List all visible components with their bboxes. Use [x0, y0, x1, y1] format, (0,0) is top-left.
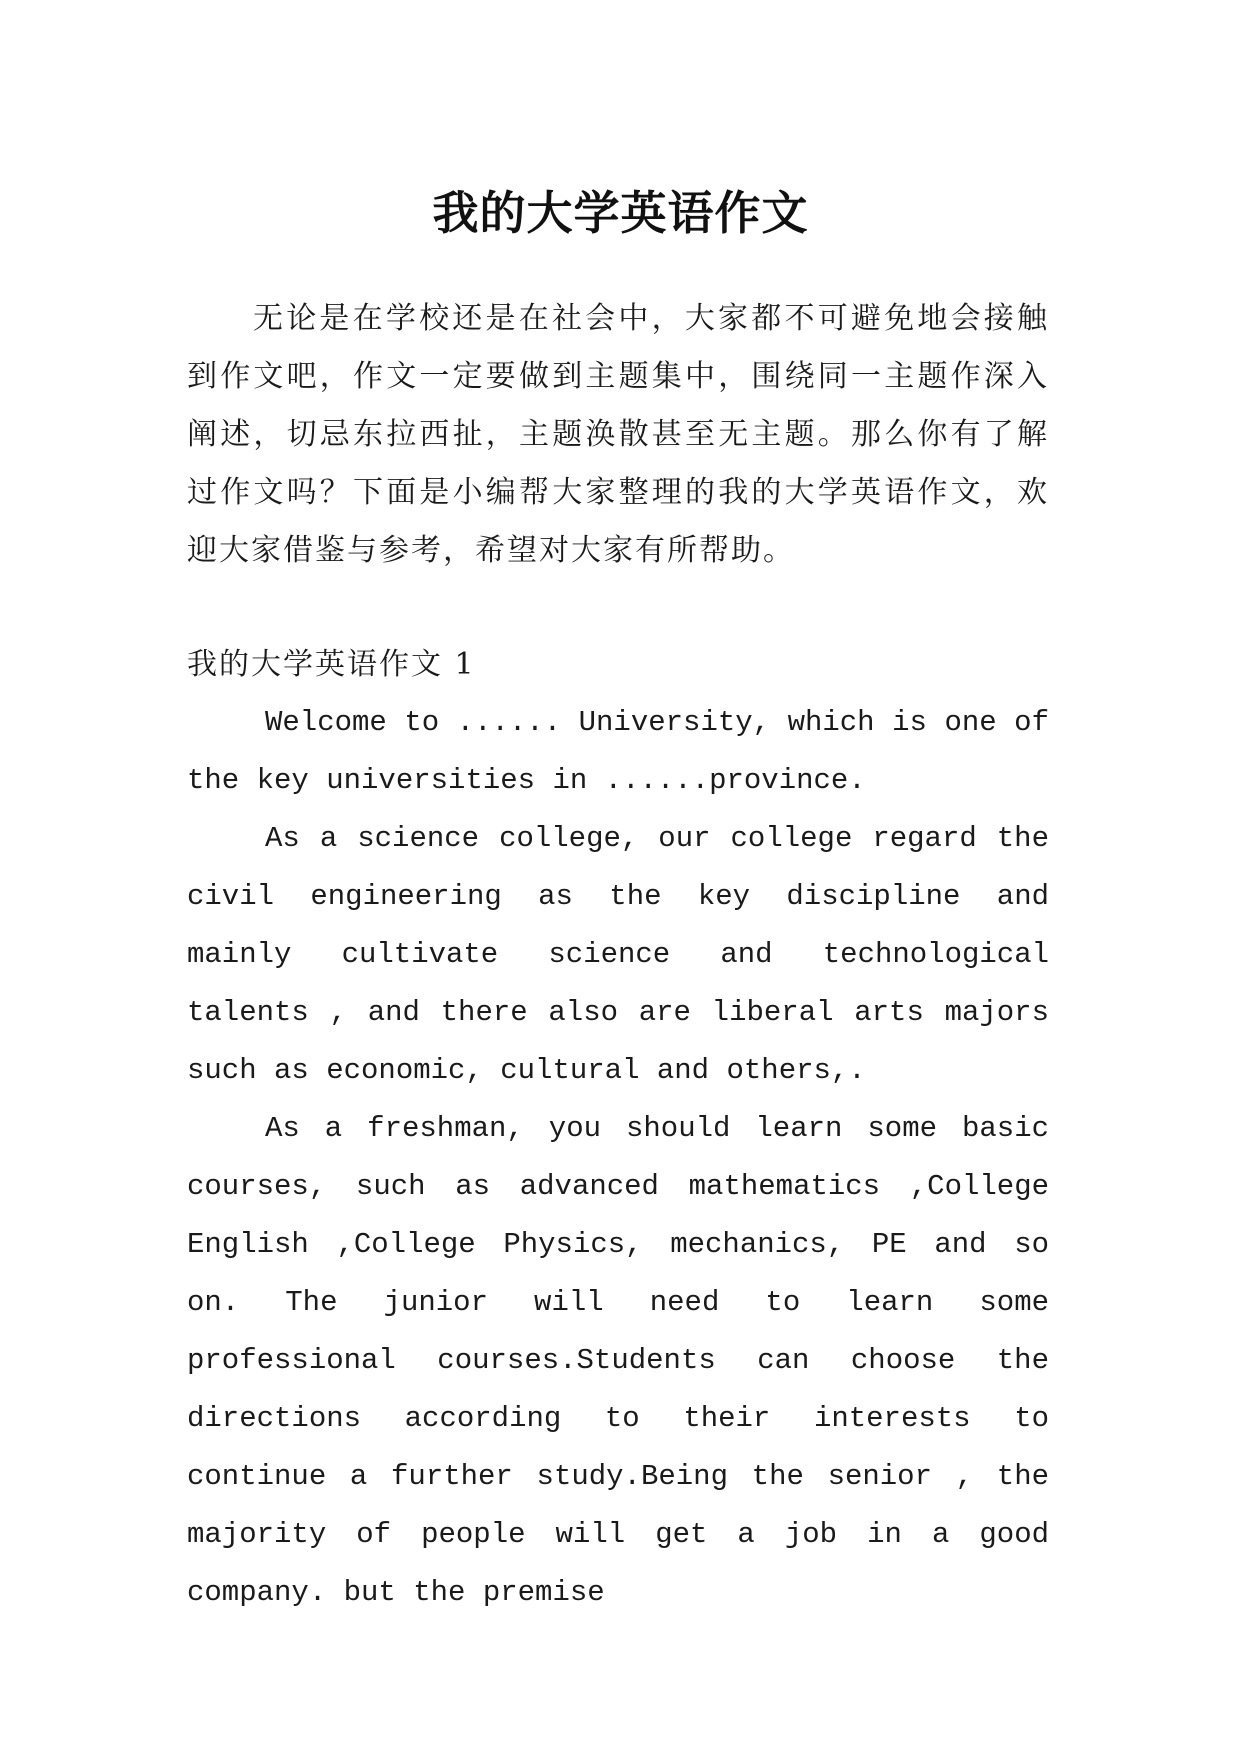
- essay-paragraph-2: As a science college, our college regard the civil engineering as the key discipline and mainly cultivate science and technological talents , and there also are liberal arts majors such as economic, cultural and others,.: [187, 822, 1049, 1087]
- essay-paragraph-3: As a freshman, you should learn some basic courses, such as advanced mathematics ,College English ,College Physics, mechanics, PE and so on. The junior will need to learn some professional courses.Students can choose the directions according to their interests to continue a further study.Being the senior , the majority of people will get a job in a good company. but the premise: [187, 1112, 1049, 1609]
- document-title: 我的大学英语作文: [432, 185, 809, 240]
- essay-paragraph-1: Welcome to ...... University, which is one of the key universities in ......province.: [187, 706, 1049, 797]
- intro-paragraph: 无论是在学校还是在社会中，大家都不可避免地会接触到作文吧，作文一定要做到主题集中，围绕同一主题作深入阐述，切忌东拉西扯，主题涣散甚至无主题。那么你有了解过作文吗？下面是小编帮大家整理的我的大学英语作文，欢迎大家借鉴与参考，希望对大家有所帮助。: [187, 301, 1049, 568]
- section-heading: 我的大学英语作文 1: [187, 647, 476, 682]
